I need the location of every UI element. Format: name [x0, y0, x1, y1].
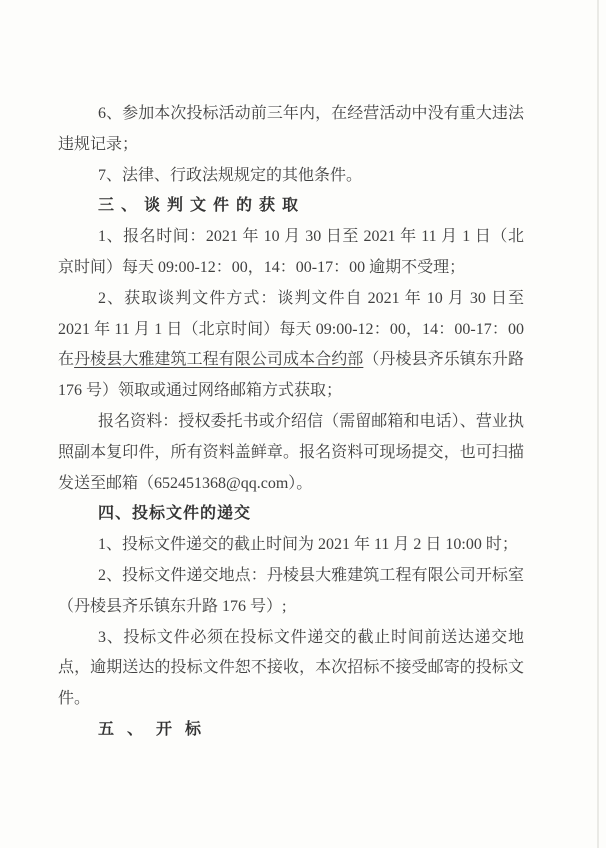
paragraph	[58, 407, 524, 499]
paragraph	[58, 284, 524, 407]
paragraph-text: ）。	[288, 474, 313, 492]
heading-text: 四、投标文件的递交	[98, 505, 252, 523]
section-heading	[58, 499, 524, 530]
paragraph	[58, 99, 524, 161]
heading-text: 五、开标	[98, 720, 215, 738]
paragraph-text: 1、投标文件递交的截止时间为 2021 年 11 月 2 日 10:00 时；	[98, 536, 518, 554]
paragraph	[58, 530, 524, 561]
paragraph	[58, 623, 524, 715]
paragraph-text: 2、投标文件递交地点：丹棱县大雅建筑工程有限公司开标室（丹棱县齐乐镇东升路 176 号）;	[58, 566, 524, 615]
section-heading	[58, 191, 524, 222]
paragraph	[58, 222, 524, 284]
paragraph-text: 6、参加本次投标活动前三年内，在经营活动中没有重大违法违规记录；	[58, 105, 524, 153]
paragraph-text: 报名资料：授权委托书或介绍信（需留邮箱和电话）、营业执照副本复印件，所有资料盖鲜章。报名资料可现场提交，也可扫描发送至邮箱（	[58, 412, 524, 492]
email-address: 652451368@qq.com	[154, 474, 289, 492]
heading-text: 三、谈判文件的获取	[98, 197, 306, 215]
paragraph-text: 2、获取谈判文件方式：谈判文件自 2021 年 10 月 30 日至 2021 年 11 月 1 日（北京时间）每天 09:00-12：00，14：00-17：00 在	[58, 289, 524, 369]
paragraph-text: 7、法律、行政法规规定的其他条件。	[98, 166, 363, 184]
paragraph	[58, 561, 524, 623]
company-department-underlined: 丹棱县大雅建筑工程有限公司成本合约部	[74, 351, 364, 369]
document-body	[58, 99, 524, 746]
paragraph-text: 1、报名时间：2021 年 10 月 30 日至 2021 年 11 月 1 日（北京时间）每天 09:00-12：00，14：00-17：00 逾期不受理；	[58, 228, 524, 276]
paragraph	[58, 161, 524, 192]
scan-edge-shadow	[597, 0, 599, 848]
paragraph-text: （丹棱县齐乐镇东升路 176 号）领取或通过网络邮箱方式获取；	[58, 351, 524, 400]
section-heading	[58, 715, 524, 746]
paragraph-text: 3、投标文件必须在投标文件递交的截止时间前送达递交地点，逾期送达的投标文件恕不接收，本次招标不接受邮寄的投标文件。	[58, 628, 524, 708]
